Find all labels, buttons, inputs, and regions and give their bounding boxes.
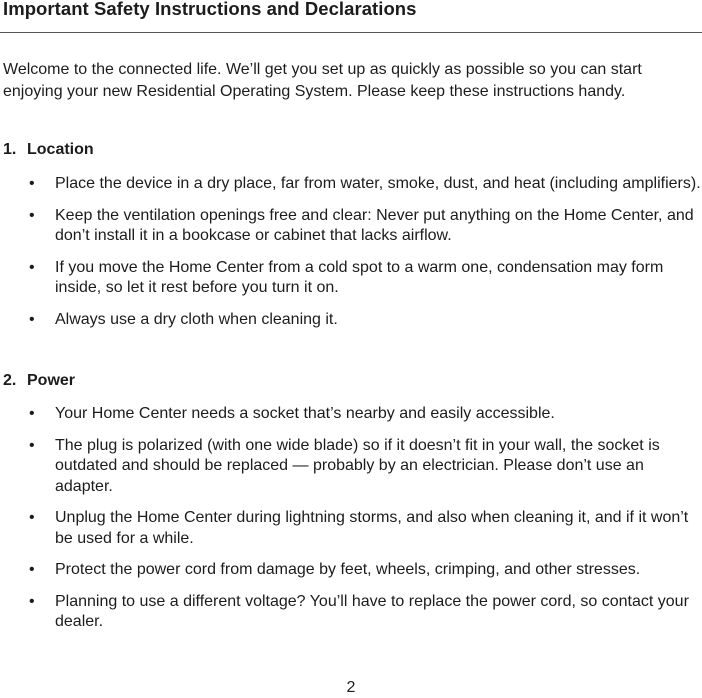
section-title: Location: [27, 141, 94, 158]
intro-paragraph: Welcome to the connected life. We’ll get you set up as quickly as possible so you can start enjoying your new Residential Operating System. Please keep these instructions handy.: [3, 61, 642, 100]
list-item: [0, 592, 702, 633]
list-item-text: Always use a dry cloth when cleaning it.: [55, 310, 338, 328]
list-item: [0, 436, 702, 498]
bullet-icon: •: [29, 258, 35, 276]
list-item-text: Your Home Center needs a socket that’s nearby and easily accessible.: [55, 405, 555, 422]
bullet-icon: •: [29, 436, 35, 454]
list-item-text: The plug is polarized (with one wide blade) so if it doesn’t fit in your wall, the socket is outdated and should be replaced — probably by an electrician. Please don’t use an adapter.: [55, 436, 660, 495]
list-item-text: Protect the power cord from damage by feet, wheels, crimping, and other stresses.: [55, 561, 641, 578]
list-item: [0, 258, 702, 299]
bullet-icon: •: [29, 206, 35, 224]
list-item: [0, 174, 702, 195]
section-number: 2.: [3, 372, 17, 389]
list-item-text: Keep the ventilation openings free and clear: Never put anything on the Home Center, and don’t install it in a bookcase or cabinet that lacks airflow.: [55, 206, 694, 244]
list-item-text: Unplug the Home Center during lightning storms, and also when cleaning it, and if it won’t be used for a while.: [55, 509, 689, 547]
list-item-text: Place the device in a dry place, far from water, smoke, dust, and heat (including amplifiers).: [55, 175, 701, 192]
page-title: Important Safety Instructions and Declarations: [3, 0, 417, 19]
power-list: [0, 404, 702, 644]
list-item: [0, 508, 702, 549]
section-heading-power: [3, 370, 75, 392]
bullet-icon: •: [29, 592, 35, 610]
list-item-text: If you move the Home Center from a cold spot to a warm one, condensation may form inside, so let it rest before you turn it on.: [55, 258, 664, 296]
list-item: [0, 560, 702, 581]
list-item: [0, 404, 702, 425]
title-divider: [0, 32, 702, 33]
location-list: [0, 174, 702, 341]
bullet-icon: •: [29, 310, 35, 328]
page-number: 2: [346, 679, 356, 696]
list-item-text: Planning to use a different voltage? You’ll have to replace the power cord, so contact your dealer.: [55, 592, 689, 630]
section-title: Power: [27, 372, 76, 389]
bullet-icon: •: [29, 561, 35, 578]
section-heading-location: [3, 139, 94, 161]
bullet-icon: •: [29, 405, 35, 422]
list-item: [0, 206, 702, 247]
section-number: 1.: [3, 141, 17, 158]
bullet-icon: •: [29, 509, 35, 526]
bullet-icon: •: [29, 175, 35, 192]
list-item: [0, 310, 702, 331]
